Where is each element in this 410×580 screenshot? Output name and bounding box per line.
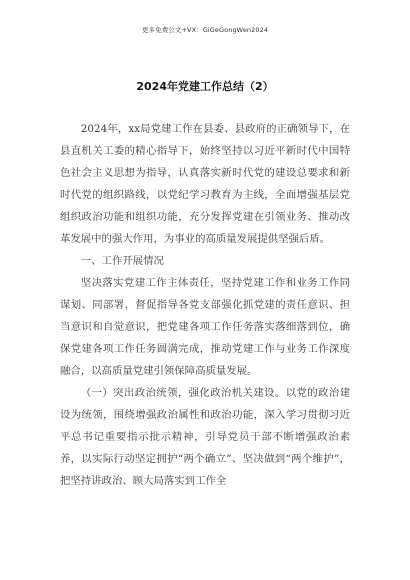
- header-note: 更多免费公文+VX：GiGeGongWen2024: [141, 26, 269, 34]
- section-heading: 一、工作开展情况: [80, 255, 164, 267]
- intro-paragraph: 2024年，xx局党建工作在县委、县政府的正确领导下，在县直机关工委的精心指导下，始终坚持以习近平新时代中国特色社会主义思想为指导，认真落实新时代党的建设总要求和新时代党的组织路线，以党纪学习教育为主线，全面增强基层党组织政治功能和组织功能，充分发挥党建在引领业务、推动改革发展中的强大作用，为事业的高质量发展提供坚强后盾。: [60, 123, 350, 245]
- body-paragraph: 坚决落实党建工作主体责任，坚持党建工作和业务工作同谋划、同部署，督促指导各党支部强化抓党建的责任意识、担当意识和自觉意识，把党建各项工作任务落实落细落到位，确保党建各项工作任务圆满完成，推动党建工作与业务工作深度融合，以高质量党建引领保障高质量发展。: [60, 277, 350, 377]
- document-body: [60, 118, 350, 492]
- subsection-paragraph: （一）突出政治统领，强化政治机关建设。以党的政治建设为统领，围绕增强政治属性和政治功能，深入学习贯彻习近平总书记重要指示批示精神，引导党员干部不断增强政治素养，以实际行动坚定拥护“两个确立”、坚决做到“两个维护”，把坚持讲政治、顾大局落实到工作全: [60, 387, 350, 487]
- document-title: 2024年党建工作总结（2）: [136, 80, 274, 93]
